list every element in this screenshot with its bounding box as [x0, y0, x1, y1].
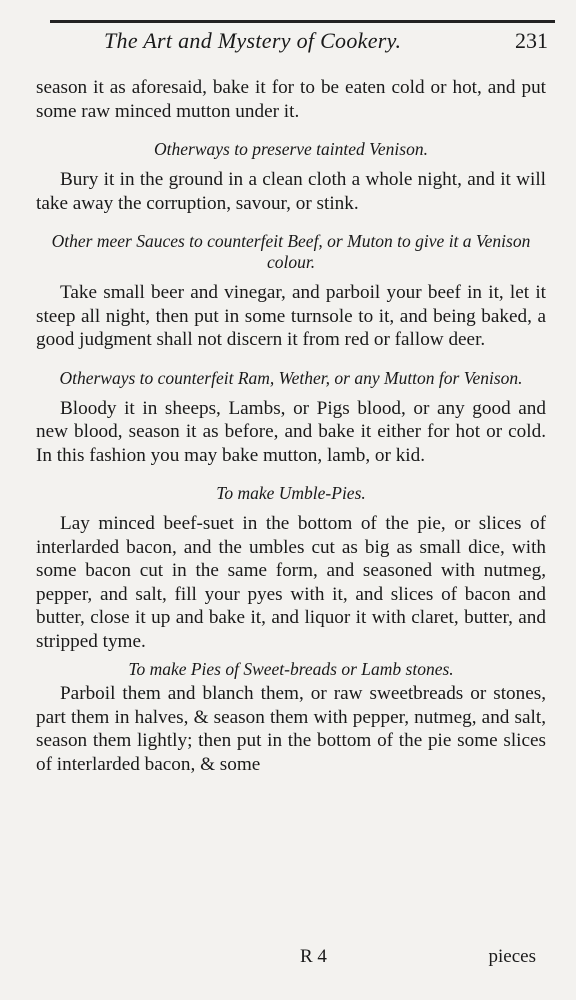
recipe-heading-counterfeit-mutton: Otherways to counterfeit Ram, Wether, or any Mutton for Venison.	[59, 367, 523, 388]
page-header	[0, 28, 576, 68]
recipe-heading-venison-colour: Other meer Sauces to counterfeit Beef, or Muton to give it a Venison colour.	[51, 231, 531, 272]
page-body	[36, 76, 546, 776]
catchword: pieces	[488, 946, 536, 967]
recipe-heading-preserve-venison: Otherways to preserve tainted Venison.	[154, 139, 428, 159]
recipe-paragraph-sweetbread-pies: Parboil them and blanch them, or raw sweetbreads or stones, part them in halves, & season them with pepper, nutmeg, and salt, season them lightly; then put in the bottom of the pie some slices of interlarded bacon, & some	[36, 683, 546, 775]
header-rule	[50, 20, 555, 23]
signature-mark: R 4	[300, 946, 327, 967]
recipe-paragraph-counterfeit-mutton: Bloody it in sheeps, Lambs, or Pigs blood, or any good and new blood, season it as before, and bake it either for hot or cold. In this fashion you may bake mutton, lamb, or kid.	[36, 397, 546, 466]
recipe-heading-umble-pies: To make Umble-Pies.	[216, 483, 366, 503]
continued-paragraph: season it as aforesaid, bake it for to be eaten cold or hot, and put some raw minced mutton under it.	[36, 77, 546, 122]
recipe-paragraph-preserve-venison: Bury it in the ground in a clean cloth a whole night, and it will take away the corruption, savour, or stink.	[36, 169, 546, 214]
recipe-heading-sweetbread-pies: To make Pies of Sweet-breads or Lamb stones.	[128, 659, 454, 679]
recipe-paragraph-venison-colour: Take small beer and vinegar, and parboil your beef in it, let it steep all night, then put in some turnsole to it, and being baked, a good judgment shall not discern it from red or fallow deer.	[36, 282, 546, 350]
page-number: 231	[515, 28, 548, 53]
page-footer	[0, 946, 576, 976]
recipe-paragraph-umble-pies: Lay minced beef-suet in the bottom of the pie, or slices of interlarded bacon, and the umbles cut as big as small dice, with some bacon cut in the same form, and seasoned with nutmeg, pepper, and salt, fill your pyes with it, and slices of bacon and butter, close it up and bake it, and liquor it with claret, butter, and stripped tyme.	[36, 513, 546, 652]
running-head: The Art and Mystery of Cookery.	[104, 28, 402, 53]
